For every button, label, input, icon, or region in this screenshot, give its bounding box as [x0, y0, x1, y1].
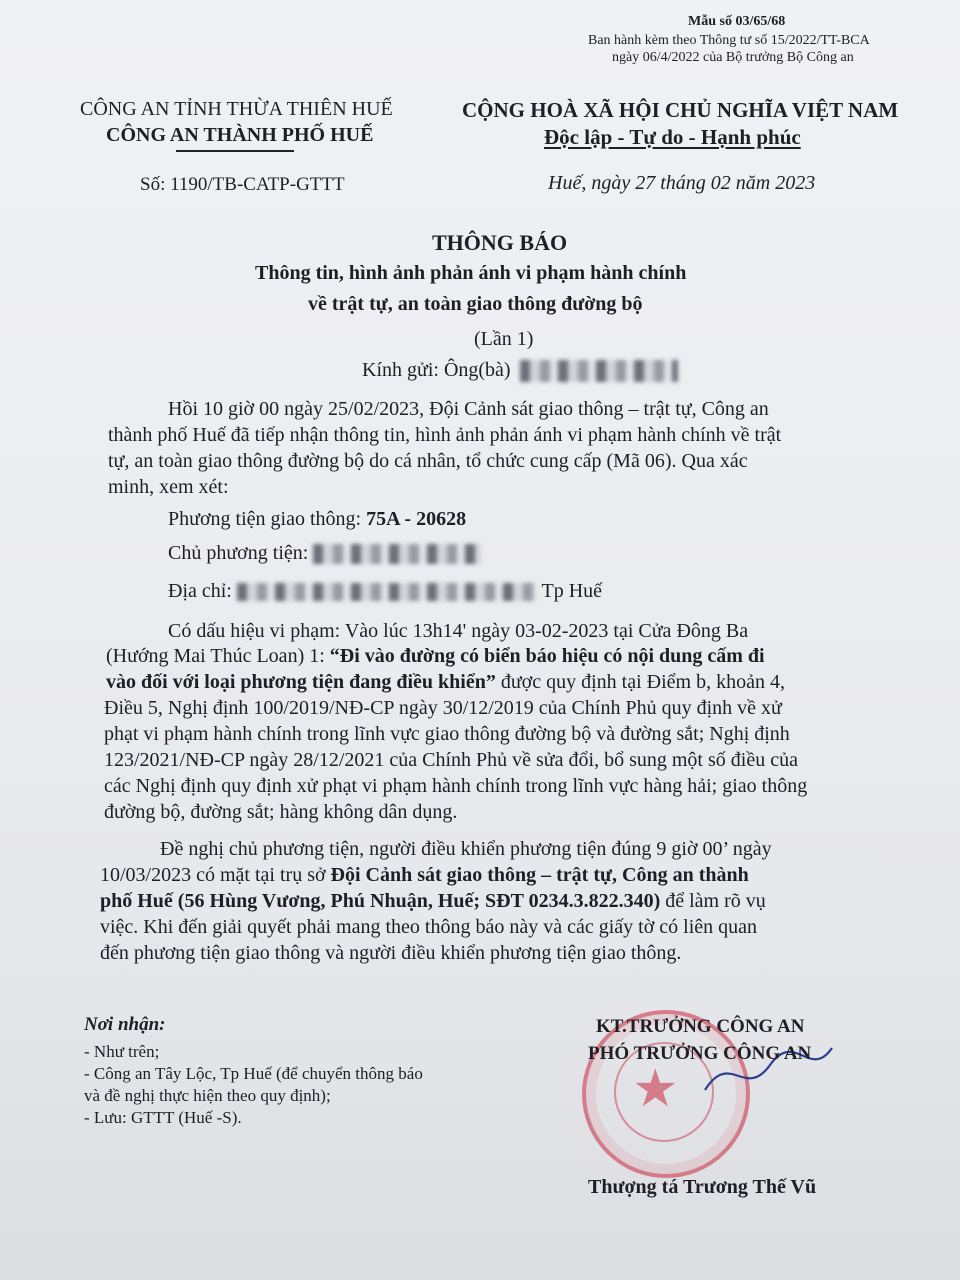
request-line-4: việc. Khi đến giải quyết phải mang theo thông báo này và các giấy tờ có liên quan	[100, 916, 758, 938]
redacted-owner-name	[313, 544, 481, 564]
notice-subtitle-1: Thông tin, hình ảnh phản ánh vi phạm hành chính	[255, 262, 687, 284]
recipients-item-1: - Như trên;	[84, 1042, 160, 1061]
document-number: Số: 1190/TB-CATP-GTTT	[140, 174, 345, 195]
org-underline	[176, 150, 294, 152]
recipient-line	[362, 359, 678, 382]
recipients-item-4: - Lưu: GTTT (Huế -S).	[84, 1108, 242, 1127]
org-parent: CÔNG AN TỈNH THỪA THIÊN HUẾ	[80, 98, 393, 120]
violation-line-8: đường bộ, đường sắt; hàng không dân dụng.	[104, 801, 458, 823]
owner-line	[168, 542, 481, 565]
intro-line-4: minh, xem xét:	[108, 476, 229, 498]
violation-line-1: Có dấu hiệu vi phạm: Vào lúc 13h14' ngày 03-02-2023 tại Cửa Đông Ba	[168, 620, 749, 642]
signer-name: Thượng tá Trương Thế Vũ	[588, 1176, 817, 1198]
intro-line-2: thành phố Huế đã tiếp nhận thông tin, hình ảnh phản ánh vi phạm hành chính về trật	[108, 424, 782, 446]
national-motto: Độc lập - Tự do - Hạnh phúc	[544, 125, 801, 149]
violation-line-2	[106, 645, 765, 668]
request-line-5: đến phương tiện giao thông và người điều khiển phương tiện giao thông.	[100, 942, 682, 964]
license-plate: 75A - 20628	[366, 508, 467, 530]
request-line-1: Đề nghị chủ phương tiện, người điều khiển phương tiện đúng 9 giờ 00’ ngày	[160, 838, 772, 860]
signature-title-1: KT.TRƯỞNG CÔNG AN	[596, 1016, 805, 1037]
recipient-label: Kính gửi: Ông(bà)	[362, 359, 511, 381]
redacted-address	[237, 583, 537, 601]
intro-line-1: Hồi 10 giờ 00 ngày 25/02/2023, Đội Cảnh sát giao thông – trật tự, Công an	[168, 398, 769, 420]
recipients-item-3: và đề nghị thực hiện theo quy định);	[84, 1086, 331, 1105]
star-icon: ★	[632, 1061, 679, 1118]
form-reference-line1: Ban hành kèm theo Thông tư số 15/2022/TT-BCA	[588, 33, 870, 48]
request-date-text: 10/03/2023 có mặt tại trụ sở	[100, 864, 331, 886]
notice-subtitle-2: về trật tự, an toàn giao thông đường bộ	[308, 293, 643, 315]
place-date: Huế, ngày 27 tháng 02 năm 2023	[548, 172, 816, 194]
org-name: CÔNG AN THÀNH PHỐ HUẾ	[106, 124, 374, 146]
notice-title: THÔNG BÁO	[432, 230, 568, 255]
address-label: Địa chỉ:	[168, 580, 232, 602]
notice-round: (Lần 1)	[474, 328, 534, 350]
recipients-title: Nơi nhận:	[84, 1014, 166, 1035]
violation-line-3	[106, 671, 785, 694]
violation-line-4: Điều 5, Nghị định 100/2019/NĐ-CP ngày 30/12/2019 của Chính Phủ quy định về xử	[104, 697, 782, 719]
form-number: Mẫu số 03/65/68	[688, 14, 786, 29]
violation-location-text: (Hướng Mai Thúc Loan) 1:	[106, 645, 330, 667]
request-office-2: phố Huế (56 Hùng Vương, Phú Nhuận, Huế; SĐT 0234.3.822.340)	[100, 890, 661, 912]
request-purpose: để làm rõ vụ	[660, 890, 766, 912]
request-line-2	[100, 864, 749, 887]
violation-line-7: các Nghị định quy định xử phạt vi phạm hành chính trong lĩnh vực hàng hải; giao thông	[104, 775, 808, 797]
country-name: CỘNG HOÀ XÃ HỘI CHỦ NGHĨA VIỆT NAM	[462, 98, 899, 122]
request-office-1: Đội Cảnh sát giao thông – trật tự, Công an thành	[330, 864, 749, 886]
vehicle-label: Phương tiện giao thông:	[168, 508, 367, 530]
recipients-item-2: - Công an Tây Lộc, Tp Huế (để chuyển thông báo	[84, 1064, 423, 1083]
redacted-recipient-name	[520, 360, 678, 382]
violation-line-6: 123/2021/NĐ-CP ngày 28/12/2021 của Chính Phủ về sửa đổi, bổ sung một số điều của	[104, 749, 798, 771]
intro-line-3: tự, an toàn giao thông đường bộ do cá nhân, tổ chức cung cấp (Mã 06). Qua xác	[108, 450, 748, 472]
form-reference-line2: ngày 06/4/2022 của Bộ trưởng Bộ Công an	[612, 50, 854, 65]
violation-line-5: phạt vi phạm hành chính trong lĩnh vực giao thông đường bộ và đường sắt; Nghị định	[104, 723, 790, 745]
vehicle-line	[168, 508, 466, 531]
violation-description-2: vào đối với loại phương tiện đang điều khiển”	[106, 671, 496, 693]
signature-title-2: PHÓ TRƯỞNG CÔNG AN	[588, 1043, 812, 1064]
owner-label: Chủ phương tiện:	[168, 542, 309, 564]
address-line	[168, 580, 602, 603]
violation-legal-ref: được quy định tại Điểm b, khoản 4,	[495, 671, 785, 693]
violation-description-1: “Đi vào đường có biển báo hiệu có nội dung cấm đi	[329, 645, 765, 667]
request-line-3	[100, 890, 766, 913]
address-city: Tp Huế	[541, 580, 603, 602]
